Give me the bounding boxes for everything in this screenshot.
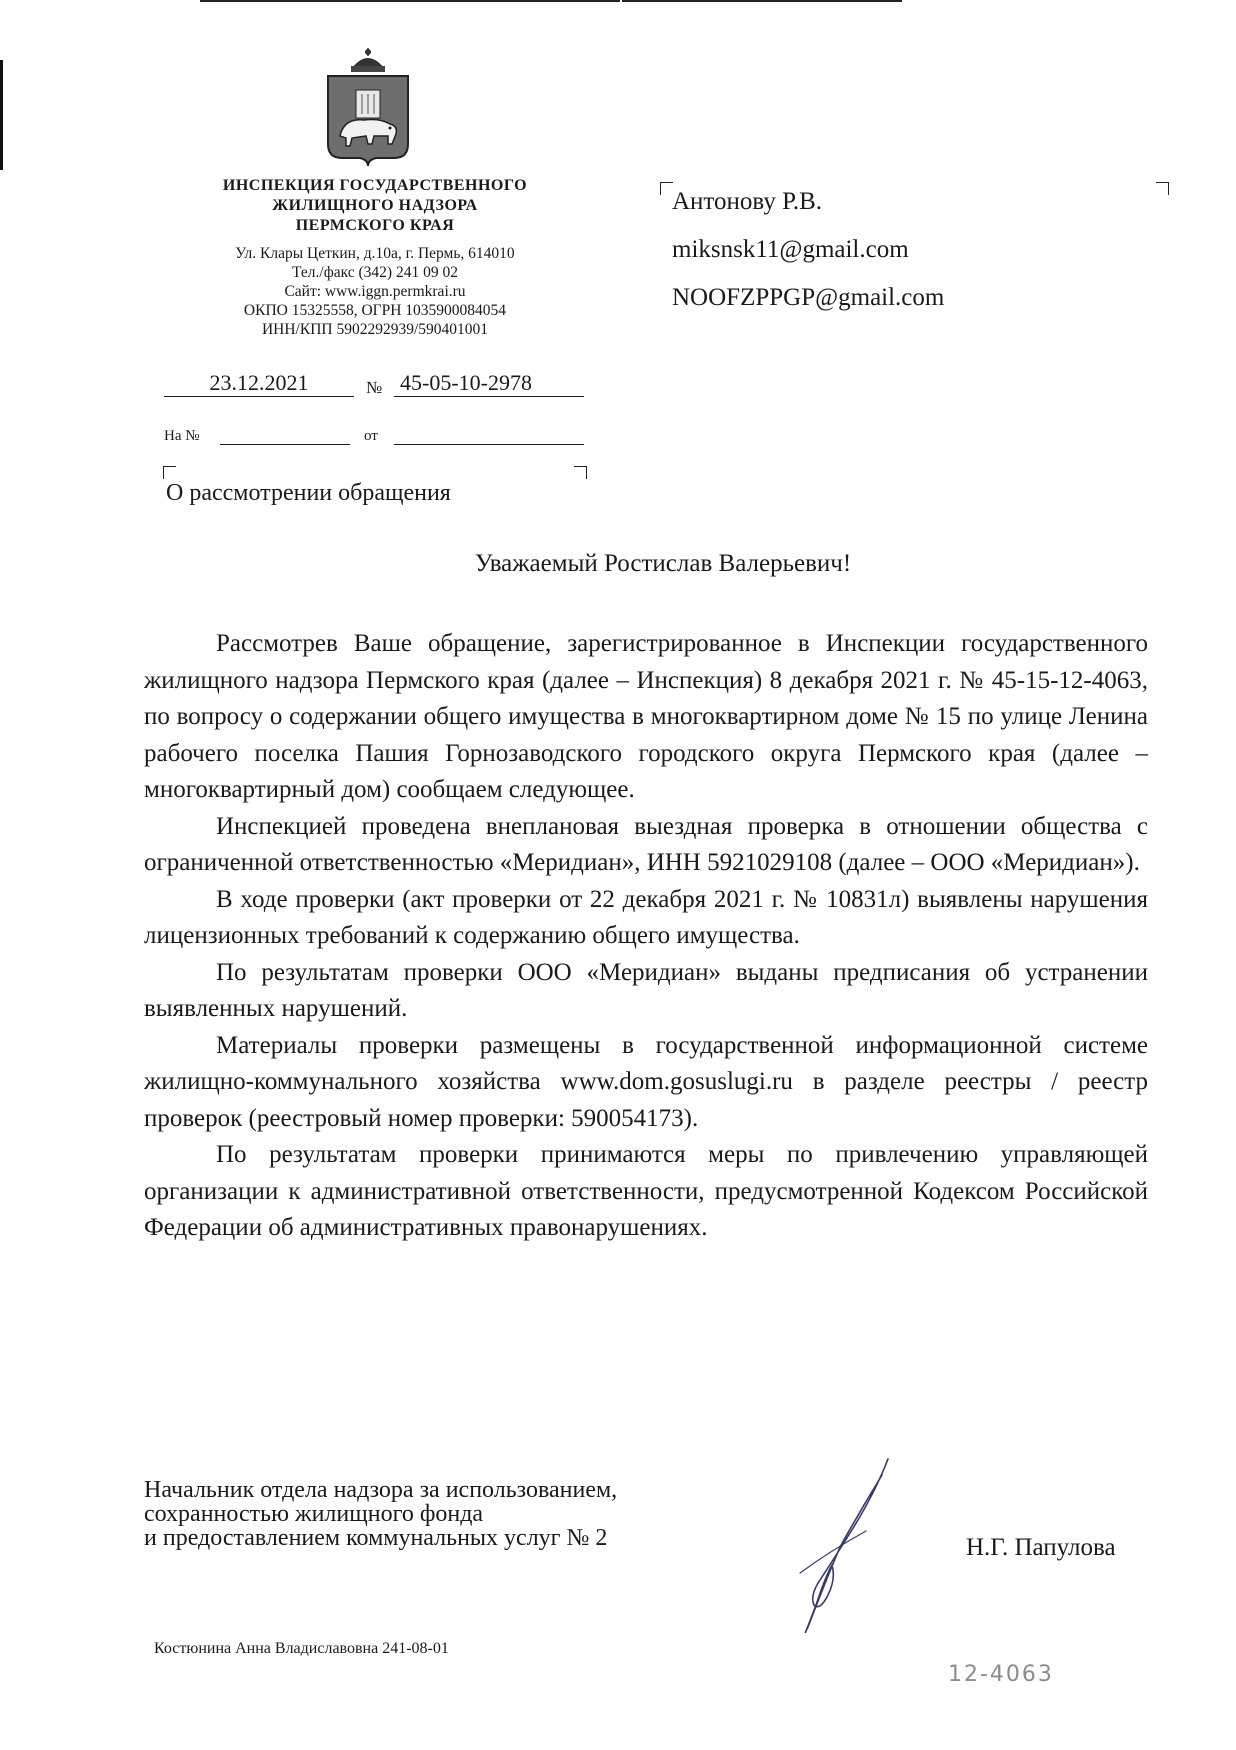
reference-number-line <box>220 444 350 445</box>
body-paragraph: В ходе проверки (акт проверки от 22 декабря 2021 г. № 10831л) выявлены нарушения лицензионных требований к содержанию общего имущества. <box>144 885 1148 949</box>
reference-number-label: На № <box>164 428 200 444</box>
letter-body <box>144 626 1148 1247</box>
body-paragraph: Инспекцией проведена внеплановая выездная проверка в отношении общества с ограниченной ответственностью «Меридиан», ИНН 5921029108 (далее – ООО «Меридиан»). <box>144 812 1148 876</box>
registration-row <box>164 370 584 400</box>
recipient-email: NOOFZPPGP@gmail.com <box>672 284 945 311</box>
signatory-title-line: Начальник отдела надзора за использованием, <box>144 1477 618 1503</box>
signatory-name: Н.Г. Папулова <box>966 1534 1116 1561</box>
body-paragraph: Рассмотрев Ваше обращение, зарегистрированное в Инспекции государственного жилищного надзора Пермского края (далее – Инспекция) 8 декабря 2021 г. № 45-15-12-4063, по вопросу о содержании общего имущества в многоквартирном доме № 15 по улице Ленина рабочего поселка Пашия Горнозаводского городского округа Пермского края (далее – многоквартирный дом) сообщаем следующее. <box>144 630 1148 803</box>
subject-corner-mark <box>163 466 176 479</box>
organization-name-line: ПЕРМСКОГО КРАЯ <box>295 217 455 234</box>
executor-info: Костюнина Анна Владиславовна 241-08-01 <box>154 1640 449 1657</box>
body-paragraph: Материалы проверки размещены в государственной информационной системе жилищно-коммунального хозяйства www.dom.gosuslugi.ru в разделе реестры / реестр проверок (реестровый номер проверки: 590054173). <box>144 1031 1148 1132</box>
reference-row <box>164 426 584 450</box>
recipient-corner-mark <box>1156 182 1169 195</box>
recipient-name: Антонову Р.В. <box>672 188 823 215</box>
scan-edge-top <box>622 0 902 2</box>
signatory-title-line: сохранностью жилищного фонда <box>144 1501 484 1527</box>
organization-phone: Тел./факс (342) 241 09 02 <box>292 264 458 281</box>
signatory-title-line: и предоставлением коммунальных услуг № 2 <box>144 1525 608 1551</box>
body-paragraph: По результатам проверки ООО «Меридиан» выданы предписания об устранении выявленных нарушений. <box>144 958 1148 1022</box>
body-paragraph: По результатам проверки принимаются меры по привлечению управляющей организации к административной ответственности, предусмотренной Кодексом Российской Федерации об административных правонарушениях. <box>144 1141 1148 1241</box>
organization-name-line: ЖИЛИЩНОГО НАДЗОРА <box>272 197 478 214</box>
reference-from-label: от <box>364 428 378 444</box>
registration-date: 23.12.2021 <box>164 370 354 397</box>
signatory-title <box>144 1478 617 1550</box>
greeting: Уважаемый Ростислав Валерьевич! <box>474 550 852 577</box>
letter-subject: О рассмотрении обращения <box>166 480 451 506</box>
organization-name <box>150 176 600 236</box>
recipient-email: miksnsk11@gmail.com <box>672 236 909 263</box>
organization-inn-kpp: ИНН/КПП 5902292939/590401001 <box>261 321 489 338</box>
coat-of-arms-emblem <box>318 46 418 166</box>
organization-header <box>150 176 600 339</box>
registration-number: 45-05-10-2978 <box>394 370 584 397</box>
organization-codes: ОКПО 15325558, ОГРН 1035900084054 <box>243 302 507 319</box>
handwritten-signature <box>770 1455 910 1635</box>
organization-site: Сайт: www.iggn.permkrai.ru <box>284 283 466 300</box>
reference-date-line <box>394 444 584 445</box>
organization-address: Ул. Клары Цеткин, д.10а, г. Пермь, 614010 <box>235 245 515 262</box>
recipient-block <box>672 178 944 322</box>
registration-number-label: № <box>366 378 383 397</box>
organization-name-line: ИНСПЕКЦИЯ ГОСУДАРСТВЕННОГО <box>222 177 528 194</box>
subject-corner-mark <box>574 466 587 479</box>
scan-edge-top <box>200 0 620 2</box>
organization-details <box>150 244 600 339</box>
handwritten-note: 12-4063 <box>948 1662 1054 1687</box>
scan-edge-left <box>0 60 3 170</box>
